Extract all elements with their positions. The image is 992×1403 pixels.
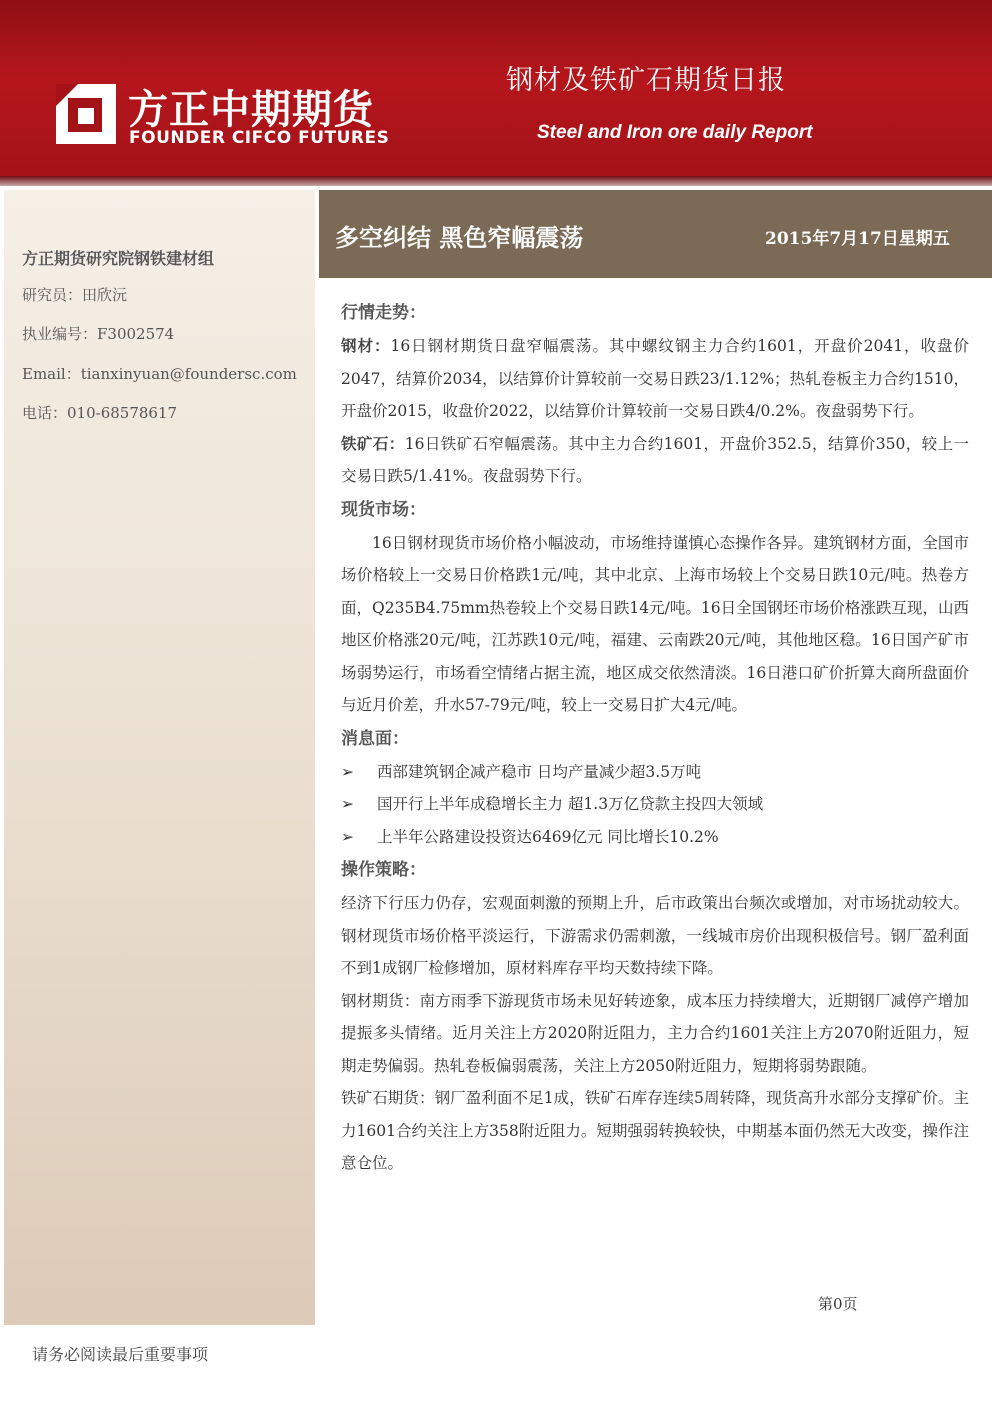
analyst-phone: 电话：010-68578617 bbox=[22, 404, 178, 422]
report-title-en: Steel and Iron ore daily Report bbox=[537, 122, 813, 143]
section-heading-news: 消息面： bbox=[341, 728, 409, 749]
arrow-bullet-icon: ➢ bbox=[341, 795, 354, 813]
header-divider bbox=[0, 176, 992, 186]
report-title-cn: 钢材及铁矿石期货日报 bbox=[506, 65, 786, 96]
spot-market-paragraph: 16日钢材现货市场价格小幅波动，市场维持谨慎心态操作各异。建筑钢材方面，全国市场价格较上一交易日价格跌1元/吨，其中北京、上海市场较上个交易日跌10元/吨。热卷方面，Q235B4.75mm热卷较上个交易日跌14元/吨。16日全国钢坯市场价格涨跌互现，山西地区价格涨20元/吨，江苏跌10元/吨，福建、云南跌20元/吨，其他地区稳。16日国产矿市场弱势运行，市场看空情绪占据主流，地区成交依然清淡。16日港口矿价折算大商所盘面价与近月价差，升水57-79元/吨，较上一交易日扩大4元/吨。 bbox=[341, 533, 969, 714]
license-number: 执业编号：F3002574 bbox=[22, 325, 175, 343]
section-heading-strategy: 操作策略： bbox=[341, 860, 426, 880]
iron-ore-text: 16日铁矿石窄幅震荡。其中主力合约1601，开盘价352.5，结算价350，较上一交易日跌5/1.41%。夜盘弱势下行。 bbox=[341, 434, 969, 485]
report-body bbox=[341, 296, 969, 1180]
iron-ore-label: 铁矿石： bbox=[341, 433, 405, 453]
headline-banner bbox=[319, 190, 992, 278]
logo-english-name: FOUNDER CIFCO FUTURES bbox=[129, 128, 390, 148]
news-item bbox=[341, 788, 969, 821]
report-date: 2015年7月17日星期五 bbox=[765, 229, 950, 249]
strategy-paragraph-steel: 钢材期货：南方雨季下游现货市场未见好转迹象，成本压力持续增大，近期钢厂减停产增加提振多头情绪。近月关注上方2020附近阻力，主力合约1601关注上方2070附近阻力，短期走势偏弱。热轧卷板偏弱震荡，关注上方2050附近阻力，短期将弱势跟随。 bbox=[341, 991, 969, 1075]
news-item-text: 国开行上半年成稳增长主力 超1.3万亿贷款主投四大领域 bbox=[377, 795, 764, 813]
news-item-text: 西部建筑钢企减产稳市 日均产量减少超3.5万吨 bbox=[377, 762, 702, 781]
strategy-paragraph-macro: 经济下行压力仍存，宏观面刺激的预期上升，后市政策出台频次或增加，对市场扰动较大。钢材现货市场价格平淡运行，下游需求仍需刺激，一线城市房价出现积极信号。钢厂盈利面不到1成钢厂检修增加，原材料库存平均天数持续下降。 bbox=[341, 894, 969, 977]
section-heading-spot: 现货市场： bbox=[341, 499, 426, 520]
research-group: 方正期货研究院钢铁建材组 bbox=[22, 249, 215, 268]
arrow-bullet-icon: ➢ bbox=[341, 762, 354, 781]
news-item bbox=[341, 821, 969, 854]
headline-title: 多空纠结 黑色窄幅震荡 bbox=[335, 224, 584, 252]
iron-ore-paragraph bbox=[341, 428, 969, 493]
steel-label: 钢材： bbox=[341, 336, 391, 355]
news-item-text: 上半年公路建设投资达6469亿元 同比增长10.2% bbox=[377, 827, 719, 846]
arrow-bullet-icon: ➢ bbox=[341, 827, 354, 846]
logo-chinese-name: 方正中期期货 bbox=[128, 87, 374, 133]
page-number: 第0页 bbox=[818, 1295, 858, 1313]
sidebar bbox=[4, 190, 315, 1325]
steel-text: 16日钢材期货日盘窄幅震荡。其中螺纹钢主力合约1601，开盘价2041，收盘价2047，结算价2034，以结算价计算较前一交易日跌23/1.12%；热轧卷板主力合约1510，开盘价2015，收盘价2022，以结算价计算较前一交易日跌4/0.2%。夜盘弱势下行。 bbox=[341, 337, 969, 420]
news-item bbox=[341, 756, 969, 789]
section-heading-market-trend: 行情走势： bbox=[341, 303, 426, 323]
analyst-email: Email：tianxinyuan@foundersc.com bbox=[22, 365, 297, 383]
analyst-name: 研究员：田欣沅 bbox=[22, 286, 128, 304]
strategy-paragraph-iron-ore: 铁矿石期货：钢厂盈利面不足1成，铁矿石库存连续5周转降，现货高升水部分支撑矿价。主力1601合约关注上方358附近阻力。短期强弱转换较快，中期基本面仍然无大改变，操作注意仓位。 bbox=[341, 1089, 969, 1172]
report-header bbox=[0, 0, 992, 176]
steel-futures-paragraph bbox=[341, 330, 969, 428]
disclaimer-note: 请务必阅读最后重要事项 bbox=[32, 1345, 209, 1364]
founder-logo-icon bbox=[56, 84, 116, 144]
